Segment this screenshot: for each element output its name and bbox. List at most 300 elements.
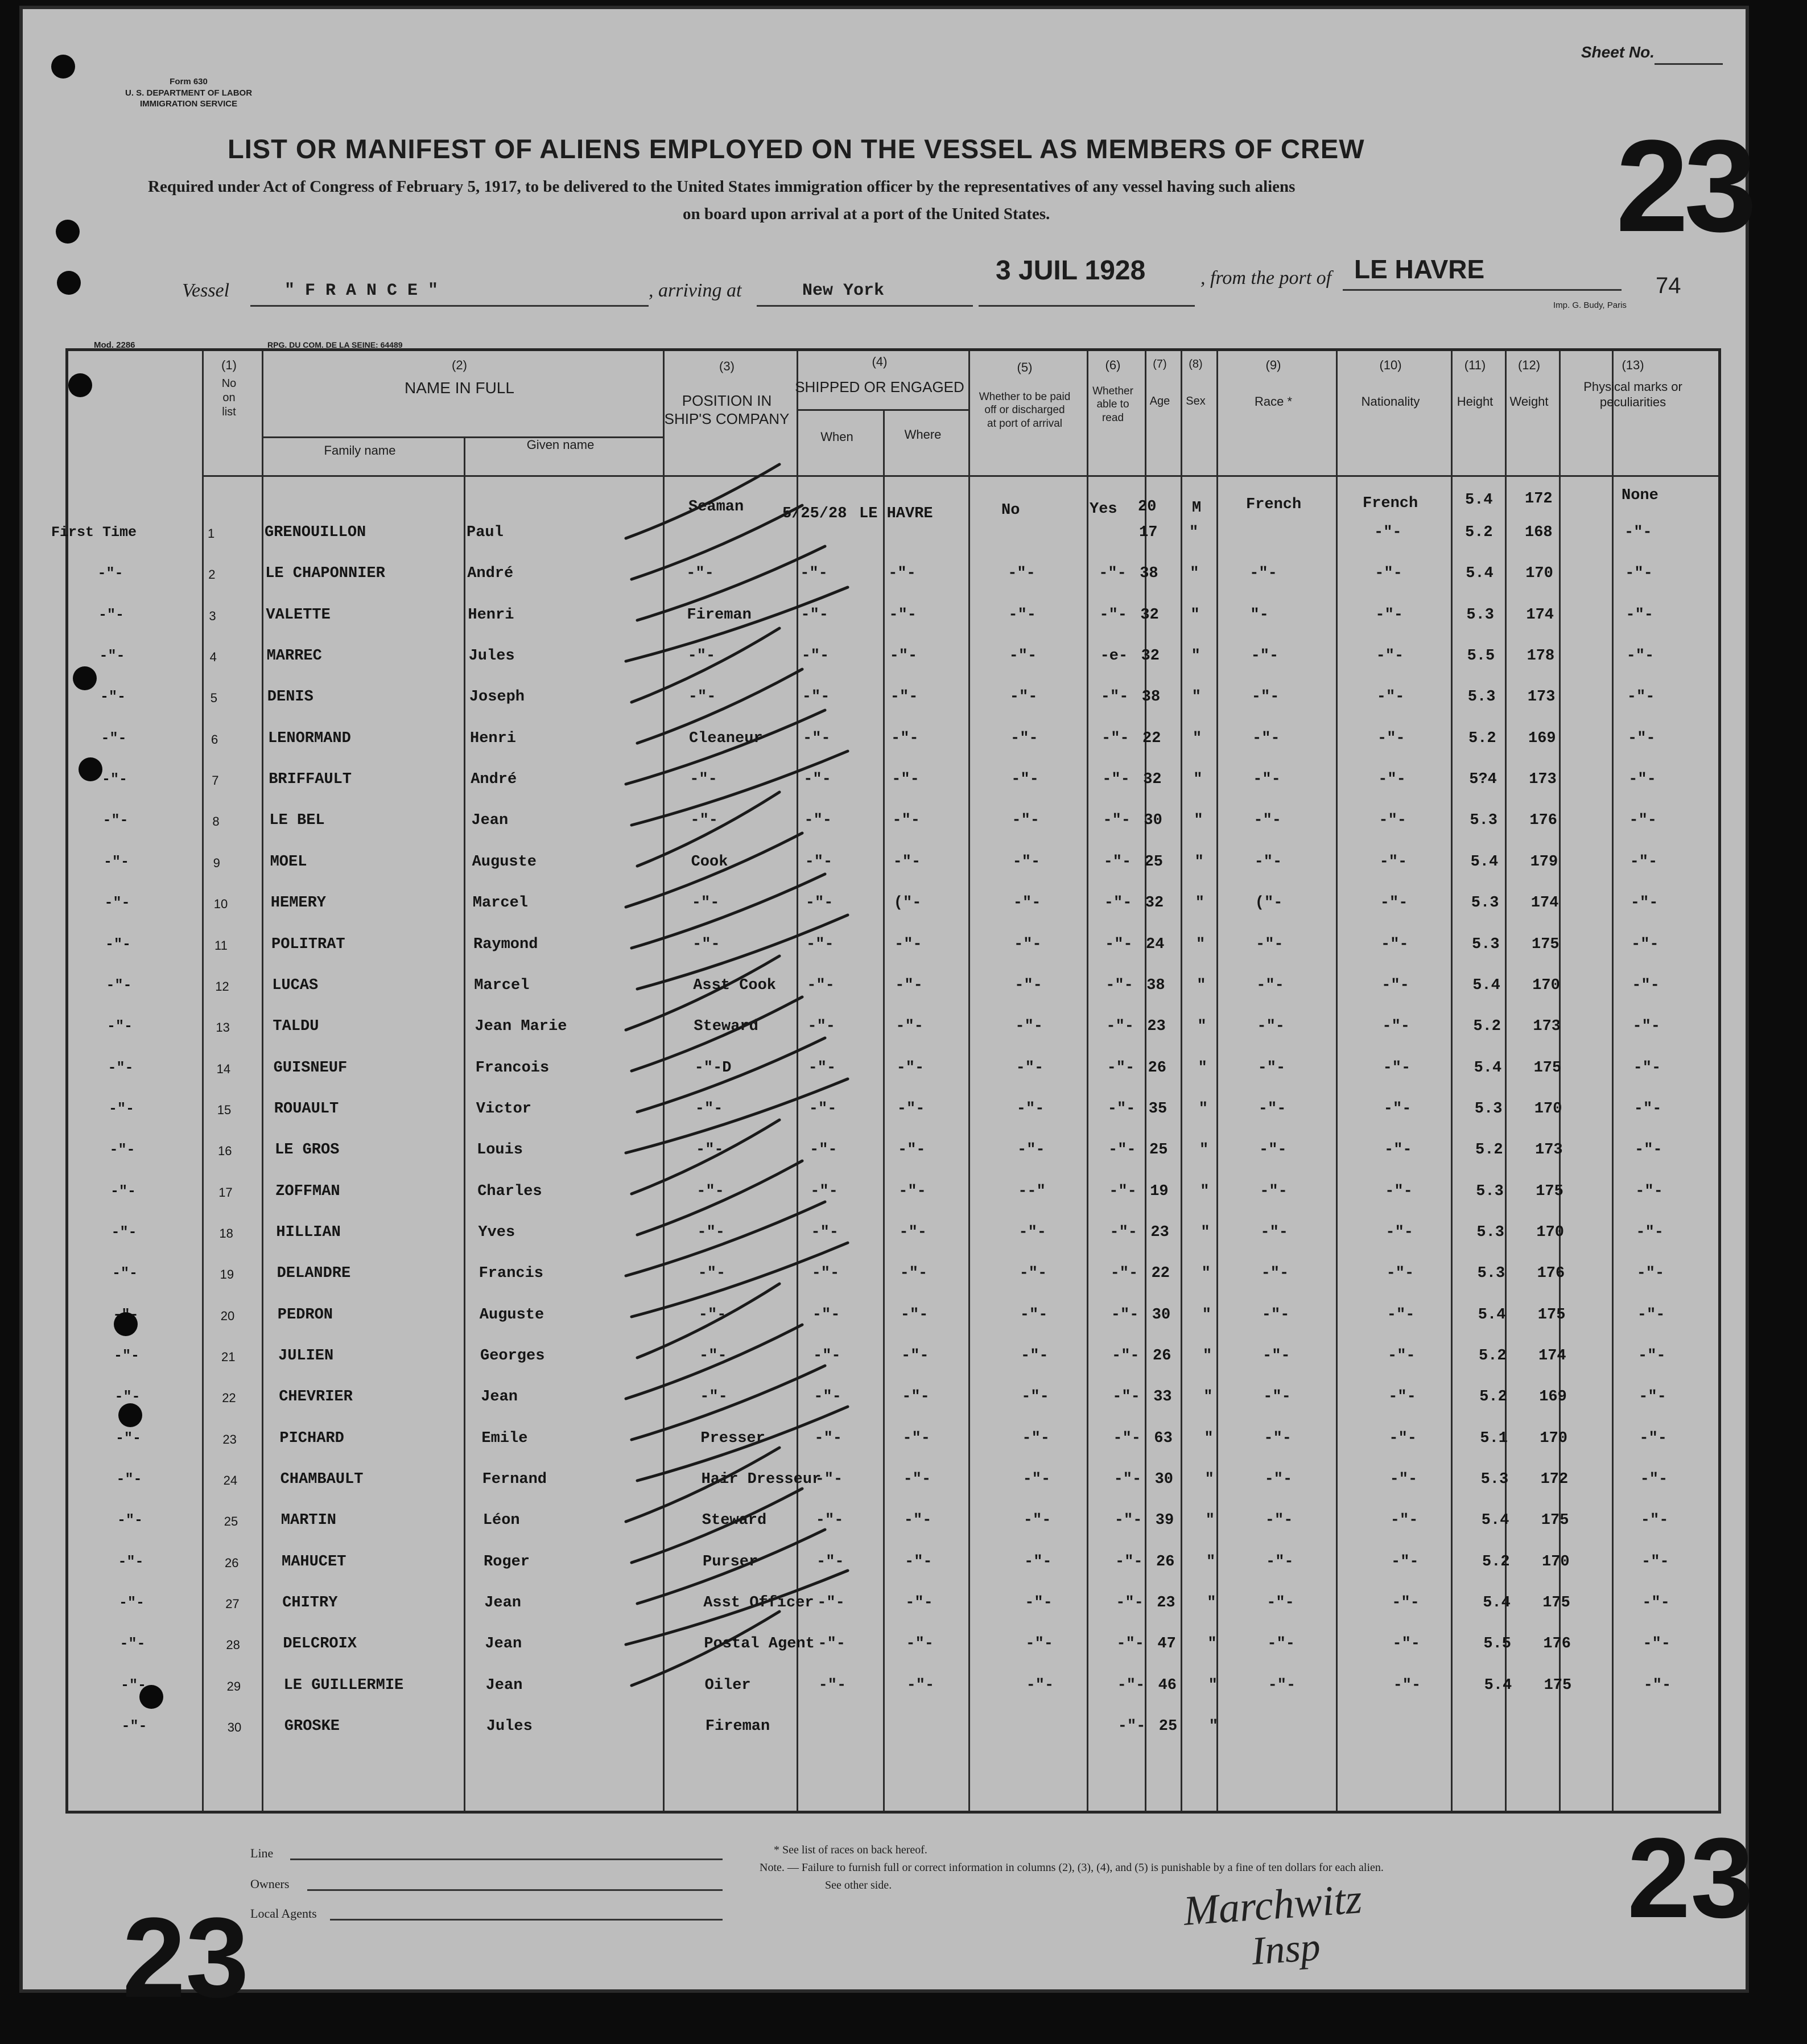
- row-position: -"-: [695, 1100, 723, 1118]
- col-divider: [1336, 351, 1338, 1811]
- col-divider: [202, 351, 204, 1811]
- row-able-to-read: -"-: [1101, 730, 1129, 747]
- row-sex: ": [1201, 1265, 1211, 1283]
- row-height: 5.3: [1480, 1471, 1509, 1489]
- row-position: -"-: [696, 1141, 724, 1159]
- col10-number: (10): [1379, 358, 1402, 372]
- check-stroke: [637, 546, 825, 620]
- col11-header: [1448, 357, 1502, 409]
- row-first-time: -"-: [105, 936, 131, 953]
- row-family-name: MARREC: [266, 648, 322, 665]
- row-height: 5.4: [1484, 1676, 1512, 1694]
- check-stroke: [626, 587, 848, 661]
- row-age: 19: [1150, 1182, 1169, 1200]
- row-paid-off: -"-: [1009, 689, 1038, 706]
- row-weight: 173: [1529, 771, 1557, 789]
- row-age: 22: [1151, 1265, 1170, 1283]
- col-divider: [1181, 351, 1182, 1811]
- row-when: -"-: [815, 1471, 843, 1489]
- subtitle-line1: Required under Act of Congress of February 5, 1917, to be delivered to the United States immigration officer by the representatives of any vessel having such aliens: [148, 178, 1296, 196]
- row-given-name: Francois: [475, 1059, 550, 1077]
- sheet-no-line: [1655, 63, 1723, 65]
- row-race: "-: [1250, 606, 1269, 624]
- row-age: 39: [1155, 1512, 1174, 1530]
- row-height: 5.3: [1471, 895, 1499, 912]
- row-first-time: -"-: [102, 812, 129, 829]
- row-weight: 174: [1526, 606, 1554, 624]
- row-sex: ": [1194, 812, 1203, 830]
- row-physical-marks: -"-: [1628, 730, 1656, 747]
- row-where: -"-: [902, 1388, 930, 1406]
- row-family-name: LENORMAND: [268, 730, 351, 747]
- header-bottom-line: [202, 475, 1718, 477]
- row-first-time: -"-: [117, 1512, 143, 1529]
- row-sex: ": [1203, 1347, 1212, 1365]
- row-position: -"-: [697, 1223, 725, 1241]
- row-physical-marks: -"-: [1626, 606, 1653, 624]
- row1-paid: No: [1001, 502, 1020, 519]
- row-given-name: Georges: [480, 1347, 545, 1365]
- binder-hole: [57, 271, 81, 295]
- row-number: 21: [221, 1350, 236, 1364]
- row-able-to-read: -"-: [1108, 1141, 1136, 1159]
- row-weight: 176: [1529, 812, 1557, 830]
- from-port-line: [1343, 289, 1622, 291]
- row-first-time: -"-: [111, 1223, 137, 1241]
- row-position: -"-: [687, 648, 716, 665]
- row-height: 5.2: [1468, 730, 1496, 747]
- row-paid-off: -"-: [1016, 1100, 1045, 1118]
- penalty-note: Note. — Failure to furnish full or correct information in columns (2), (3), (4), and (5) is punishable by a fine of ten dollars for each alien.: [760, 1861, 1384, 1874]
- col3-title: POSITION IN SHIP'S COMPANY: [664, 392, 790, 427]
- row1-height: 5.4: [1465, 492, 1493, 509]
- from-port: LE HAVRE: [1354, 254, 1485, 284]
- row-physical-marks: -"-: [1642, 1594, 1670, 1612]
- col13-title: Physical marks or peculiarities: [1583, 379, 1682, 409]
- row-race: -"-: [1268, 1676, 1296, 1694]
- row-age: 25: [1158, 1718, 1178, 1736]
- row-when: -"-: [801, 606, 828, 624]
- col4-number: (4): [872, 355, 888, 369]
- col7-header: [1142, 357, 1178, 409]
- line-label: Line: [250, 1846, 274, 1860]
- row-able-to-read: -"-: [1117, 1676, 1145, 1694]
- row-nationality: -"-: [1385, 1182, 1413, 1200]
- row1-weight: 172: [1525, 491, 1553, 508]
- row-where: -"-: [893, 853, 921, 871]
- row-position: Cleaneur: [689, 730, 763, 747]
- row-when: -"-: [816, 1553, 844, 1571]
- row-family-name: ROUAULT: [274, 1100, 339, 1118]
- row-able-to-read: -"-: [1100, 689, 1129, 706]
- row-age: 17: [1139, 524, 1158, 541]
- row-sex: ": [1197, 976, 1206, 994]
- row-physical-marks: -"-: [1635, 1182, 1663, 1200]
- row-physical-marks: -"-: [1624, 524, 1652, 541]
- row-race: -"-: [1254, 853, 1282, 871]
- owners-field: [307, 1889, 723, 1891]
- row-given-name: Auguste: [472, 853, 537, 871]
- row-given-name: Henri: [470, 730, 517, 747]
- check-stroke: [632, 751, 848, 825]
- col-divider: [464, 436, 465, 1811]
- row-race: -"-: [1257, 1059, 1286, 1077]
- row-sex: ": [1191, 689, 1201, 706]
- date-line: [979, 305, 1195, 307]
- row-nationality: -"-: [1389, 1471, 1418, 1489]
- row-able-to-read: -"-: [1117, 1718, 1146, 1736]
- row-given-name: Marcel: [474, 976, 530, 994]
- row-physical-marks: -"-: [1633, 1059, 1661, 1077]
- row-given-name: Raymond: [473, 936, 538, 953]
- row-when: -"-: [818, 1676, 847, 1694]
- row-position: -"-: [698, 1265, 726, 1283]
- row-weight: 176: [1537, 1265, 1565, 1283]
- row-nationality: -"-: [1386, 1265, 1414, 1283]
- row-number: 5: [210, 691, 218, 706]
- row-weight: 168: [1525, 524, 1553, 541]
- row-number: 4: [209, 650, 217, 665]
- registry-label: RPG. DU COM. DE LA SEINE: 64489: [267, 340, 403, 349]
- row-when: -"-: [811, 1223, 839, 1241]
- row-sex: ": [1202, 1306, 1211, 1324]
- row-family-name: BRIFFAULT: [269, 771, 352, 789]
- row-given-name: Jean: [471, 812, 509, 830]
- row-paid-off: -"-: [1014, 976, 1042, 994]
- col7-number: (7): [1153, 358, 1167, 370]
- row-when: -"-: [803, 730, 831, 747]
- row-race: ("-: [1255, 895, 1283, 912]
- row-position: Steward: [694, 1018, 758, 1036]
- row-number: 29: [226, 1679, 241, 1693]
- row-first-time: -"-: [102, 771, 128, 788]
- row-sex: ": [1208, 1676, 1218, 1694]
- col7-title: Age: [1149, 395, 1170, 407]
- row-paid-off: -"-: [1023, 1512, 1051, 1530]
- row-sex: ": [1204, 1471, 1214, 1489]
- row-height: 5.3: [1477, 1265, 1505, 1283]
- row-family-name: TALDU: [273, 1018, 319, 1036]
- row-first-time: -"-: [100, 689, 126, 706]
- row-family-name: LE CHAPONNIER: [265, 565, 385, 583]
- row-where: -"-: [903, 1471, 931, 1489]
- row-when: -"-: [811, 1265, 840, 1283]
- row-when: -"-: [813, 1347, 841, 1365]
- row-paid-off: -"-: [1013, 895, 1041, 912]
- row-given-name: Charles: [477, 1182, 542, 1200]
- row-physical-marks: -"-: [1625, 565, 1653, 583]
- row-first-time: -"-: [116, 1471, 142, 1488]
- row-nationality: -"-: [1379, 853, 1408, 871]
- row-given-name: Jean: [485, 1635, 522, 1653]
- row-physical-marks: -"-: [1632, 1018, 1660, 1036]
- row-nationality: -"-: [1375, 606, 1403, 624]
- row-sex: ": [1205, 1512, 1215, 1530]
- row-position: Asst Cook: [693, 976, 777, 994]
- row-height: 5.4: [1483, 1594, 1511, 1612]
- row-when: -"-: [807, 1018, 835, 1036]
- row-weight: 173: [1535, 1141, 1563, 1159]
- row-weight: 175: [1544, 1676, 1572, 1694]
- row-where: -"-: [888, 565, 916, 583]
- row-nationality: -"-: [1381, 936, 1409, 953]
- row-physical-marks: -"-: [1637, 1306, 1665, 1324]
- row-able-to-read: -"-: [1110, 1265, 1138, 1283]
- col4-title: SHIPPED OR ENGAGED: [795, 378, 964, 395]
- row-where: -"-: [889, 606, 917, 624]
- row-nationality: -"-: [1389, 1429, 1417, 1447]
- row-family-name: MAHUCET: [282, 1553, 346, 1571]
- row-race: -"-: [1266, 1594, 1294, 1612]
- row-first-time: -"-: [109, 1141, 135, 1159]
- row-physical-marks: -"-: [1640, 1471, 1668, 1489]
- row-race: -"-: [1256, 936, 1284, 953]
- row-first-time: -"-: [101, 730, 127, 747]
- row-when: -"-: [801, 648, 830, 665]
- arriving-port: New York: [802, 281, 885, 300]
- row-race: -"-: [1251, 648, 1279, 665]
- row-physical-marks: -"-: [1635, 1141, 1662, 1159]
- row-given-name: Auguste: [479, 1306, 544, 1324]
- binder-hole: [51, 55, 75, 79]
- row-weight: 175: [1533, 1059, 1562, 1077]
- row-number: 15: [217, 1102, 232, 1117]
- row-weight: 170: [1542, 1553, 1570, 1571]
- row-given-name: Jules: [486, 1718, 533, 1736]
- row-height: 5.2: [1465, 524, 1493, 541]
- row-nationality: -"-: [1382, 1018, 1410, 1036]
- row-where: -"-: [905, 1553, 933, 1571]
- col-divider: [968, 351, 970, 1811]
- row-age: 26: [1156, 1553, 1175, 1571]
- row-nationality: -"-: [1378, 771, 1406, 789]
- col12-header: [1502, 357, 1556, 409]
- row-height: 5.3: [1476, 1223, 1504, 1241]
- row-paid-off: -"-: [1011, 771, 1039, 789]
- row-position: -"-: [691, 895, 720, 912]
- owners-label: Owners: [250, 1877, 290, 1891]
- row-number: 23: [222, 1432, 237, 1447]
- col9-number: (9): [1265, 358, 1281, 372]
- row-age: 26: [1148, 1059, 1166, 1077]
- row-weight: 176: [1543, 1635, 1571, 1653]
- row-able-to-read: -"-: [1105, 976, 1133, 994]
- row-height: 5.3: [1470, 812, 1497, 830]
- sheet-number-stamp-bottom-left: 23: [122, 1894, 249, 2021]
- row-where: -"-: [892, 812, 920, 830]
- row-nationality: -"-: [1375, 565, 1402, 583]
- row-race: -"-: [1261, 1306, 1290, 1324]
- row-able-to-read: -"-: [1116, 1594, 1144, 1612]
- row-race: -"-: [1249, 565, 1277, 583]
- row-height: 5.4: [1466, 565, 1494, 583]
- row-paid-off: -"-: [1024, 1553, 1052, 1571]
- row-race: -"-: [1263, 1347, 1290, 1365]
- row-height: 5.3: [1476, 1182, 1504, 1200]
- col10-header: [1333, 357, 1448, 409]
- row-weight: 169: [1528, 730, 1556, 747]
- row1-race: French: [1246, 496, 1302, 513]
- row-able-to-read: -e-: [1100, 648, 1128, 665]
- row-able-to-read: -"-: [1105, 936, 1133, 953]
- row-when: -"-: [805, 853, 833, 871]
- col10-title: Nationality: [1361, 394, 1420, 409]
- col-divider: [1612, 351, 1614, 1811]
- row-first-time: -"-: [112, 1265, 138, 1282]
- row-where: ("-: [893, 895, 922, 912]
- row-number: 10: [213, 897, 228, 912]
- vessel-name: " F R A N C E ": [284, 281, 439, 300]
- row-where: -"-: [900, 1306, 929, 1324]
- row-able-to-read: -"-: [1106, 1018, 1134, 1036]
- col4b-where: Where: [904, 427, 942, 442]
- col3-number: (3): [719, 359, 735, 373]
- col-divider: [1559, 351, 1561, 1811]
- row-family-name: GROSKE: [284, 1718, 340, 1736]
- row-age: 35: [1148, 1100, 1167, 1118]
- col1-header: [199, 357, 259, 419]
- row-paid-off: -"-: [1015, 1018, 1043, 1036]
- row-paid-off: -"-: [1014, 936, 1042, 953]
- row-height: 5.4: [1481, 1512, 1509, 1530]
- row-age: 25: [1149, 1141, 1168, 1159]
- row-position: -"-: [692, 936, 720, 953]
- row-weight: 172: [1540, 1471, 1569, 1489]
- col5-header: [966, 360, 1084, 431]
- row-weight: 179: [1530, 853, 1558, 871]
- row-family-name: LE GROS: [275, 1141, 340, 1159]
- row-nationality: -"-: [1388, 1347, 1416, 1365]
- row-age: 33: [1153, 1388, 1172, 1406]
- row-weight: 175: [1542, 1594, 1570, 1612]
- row-position: Fireman: [687, 606, 752, 624]
- row-sex: ": [1196, 936, 1206, 953]
- row-able-to-read: -"-: [1109, 1182, 1137, 1200]
- sheet-no-label: Sheet No.: [1581, 43, 1655, 61]
- row-given-name: Léon: [482, 1512, 520, 1530]
- row-race: -"-: [1267, 1635, 1295, 1653]
- col13-number: (13): [1622, 358, 1644, 372]
- row-position: -"-: [696, 1182, 724, 1200]
- row-height: 5.2: [1475, 1141, 1503, 1159]
- row-when: -"-: [800, 565, 828, 583]
- row-position: -"-: [690, 812, 718, 830]
- row-physical-marks: -"-: [1641, 1553, 1669, 1571]
- row-first-time: -"-: [97, 565, 123, 582]
- row-physical-marks: -"-: [1643, 1635, 1670, 1653]
- row-physical-marks: -"-: [1632, 976, 1660, 994]
- col4a-when: When: [820, 430, 853, 444]
- row-when: -"-: [810, 1141, 838, 1159]
- row-age: 32: [1140, 606, 1159, 624]
- row-number: 26: [225, 1555, 239, 1570]
- row-where: -"-: [895, 976, 923, 994]
- check-stroke: [626, 1079, 848, 1153]
- row-family-name: ZOFFMAN: [275, 1182, 340, 1200]
- row-position: -"-: [700, 1388, 728, 1406]
- row-race: -"-: [1252, 730, 1280, 747]
- row-age: 38: [1140, 565, 1158, 583]
- row-nationality: -"-: [1374, 524, 1402, 541]
- row-first-time: -"-: [107, 1018, 133, 1035]
- sheet-number-stamp: 23: [1616, 113, 1752, 259]
- row-where: -"-: [900, 1265, 928, 1283]
- row-when: -"-: [803, 771, 831, 789]
- row-number: 12: [215, 979, 229, 994]
- row-nationality: -"-: [1391, 1553, 1419, 1571]
- row-height: 5.5: [1467, 648, 1495, 665]
- row-sex: ": [1207, 1594, 1216, 1612]
- row-first-time: -"-: [119, 1635, 146, 1652]
- row-nationality: -"-: [1393, 1676, 1421, 1694]
- col2-header: [259, 357, 660, 398]
- row-race: -"-: [1257, 1018, 1285, 1036]
- row-number: 28: [226, 1638, 240, 1652]
- row-when: -"-: [817, 1594, 845, 1612]
- row-weight: 175: [1537, 1306, 1566, 1324]
- row-physical-marks: -"-: [1628, 771, 1656, 789]
- row-paid-off: --": [1018, 1182, 1046, 1200]
- row-family-name: MARTIN: [280, 1512, 337, 1530]
- row-given-name: Francis: [478, 1265, 544, 1283]
- row-when: -"-: [808, 1100, 837, 1118]
- row-first-time: -"-: [98, 606, 125, 623]
- row-first-time: -"-: [121, 1718, 147, 1735]
- row-height: 5.2: [1479, 1388, 1507, 1406]
- row-age: 47: [1157, 1635, 1176, 1653]
- row-family-name: MOEL: [270, 853, 307, 871]
- row-nationality: -"-: [1392, 1635, 1420, 1653]
- row-number: 27: [225, 1597, 240, 1612]
- row-able-to-read: -"-: [1116, 1635, 1144, 1653]
- row-sex: ": [1203, 1388, 1213, 1406]
- row-sex: ": [1198, 1100, 1208, 1118]
- row-first-time: -"-: [114, 1388, 141, 1406]
- row-position: Purser: [703, 1553, 758, 1571]
- row-number: 16: [218, 1144, 232, 1159]
- col2a-family-name: Family name: [324, 443, 396, 458]
- row-number: 18: [219, 1226, 233, 1241]
- row-weight: 175: [1532, 936, 1560, 953]
- row-nationality: -"-: [1379, 812, 1406, 830]
- row-family-name: CHAMBAULT: [280, 1471, 364, 1489]
- row-sex: ": [1208, 1718, 1218, 1736]
- row1-sex: M: [1192, 500, 1202, 517]
- row-physical-marks: -"-: [1627, 689, 1655, 706]
- row-physical-marks: -"-: [1629, 853, 1658, 871]
- row-first-time: -"-: [106, 976, 132, 994]
- row-when: -"-: [808, 1059, 836, 1077]
- row-age: 32: [1143, 771, 1162, 789]
- row-where: -"-: [904, 1512, 932, 1530]
- arriving-label: , arriving at: [649, 280, 742, 301]
- row-height: 5.3: [1466, 606, 1494, 624]
- row-paid-off: -"-: [1025, 1594, 1053, 1612]
- col3-header: [660, 358, 794, 428]
- row-paid-off: -"-: [1012, 812, 1039, 830]
- row-paid-off: -"-: [1017, 1141, 1045, 1159]
- row-physical-marks: -"-: [1639, 1429, 1667, 1447]
- row-family-name: LE BEL: [269, 812, 325, 830]
- row-weight: 170: [1536, 1223, 1564, 1241]
- row-where: -"-: [898, 1182, 926, 1200]
- row-where: -"-: [892, 771, 919, 789]
- row-given-name: Jean: [485, 1676, 523, 1694]
- row-where: -"-: [891, 730, 919, 747]
- row-family-name: PEDRON: [277, 1306, 333, 1324]
- row-physical-marks: -"-: [1636, 1265, 1665, 1283]
- row-age: 30: [1154, 1471, 1173, 1489]
